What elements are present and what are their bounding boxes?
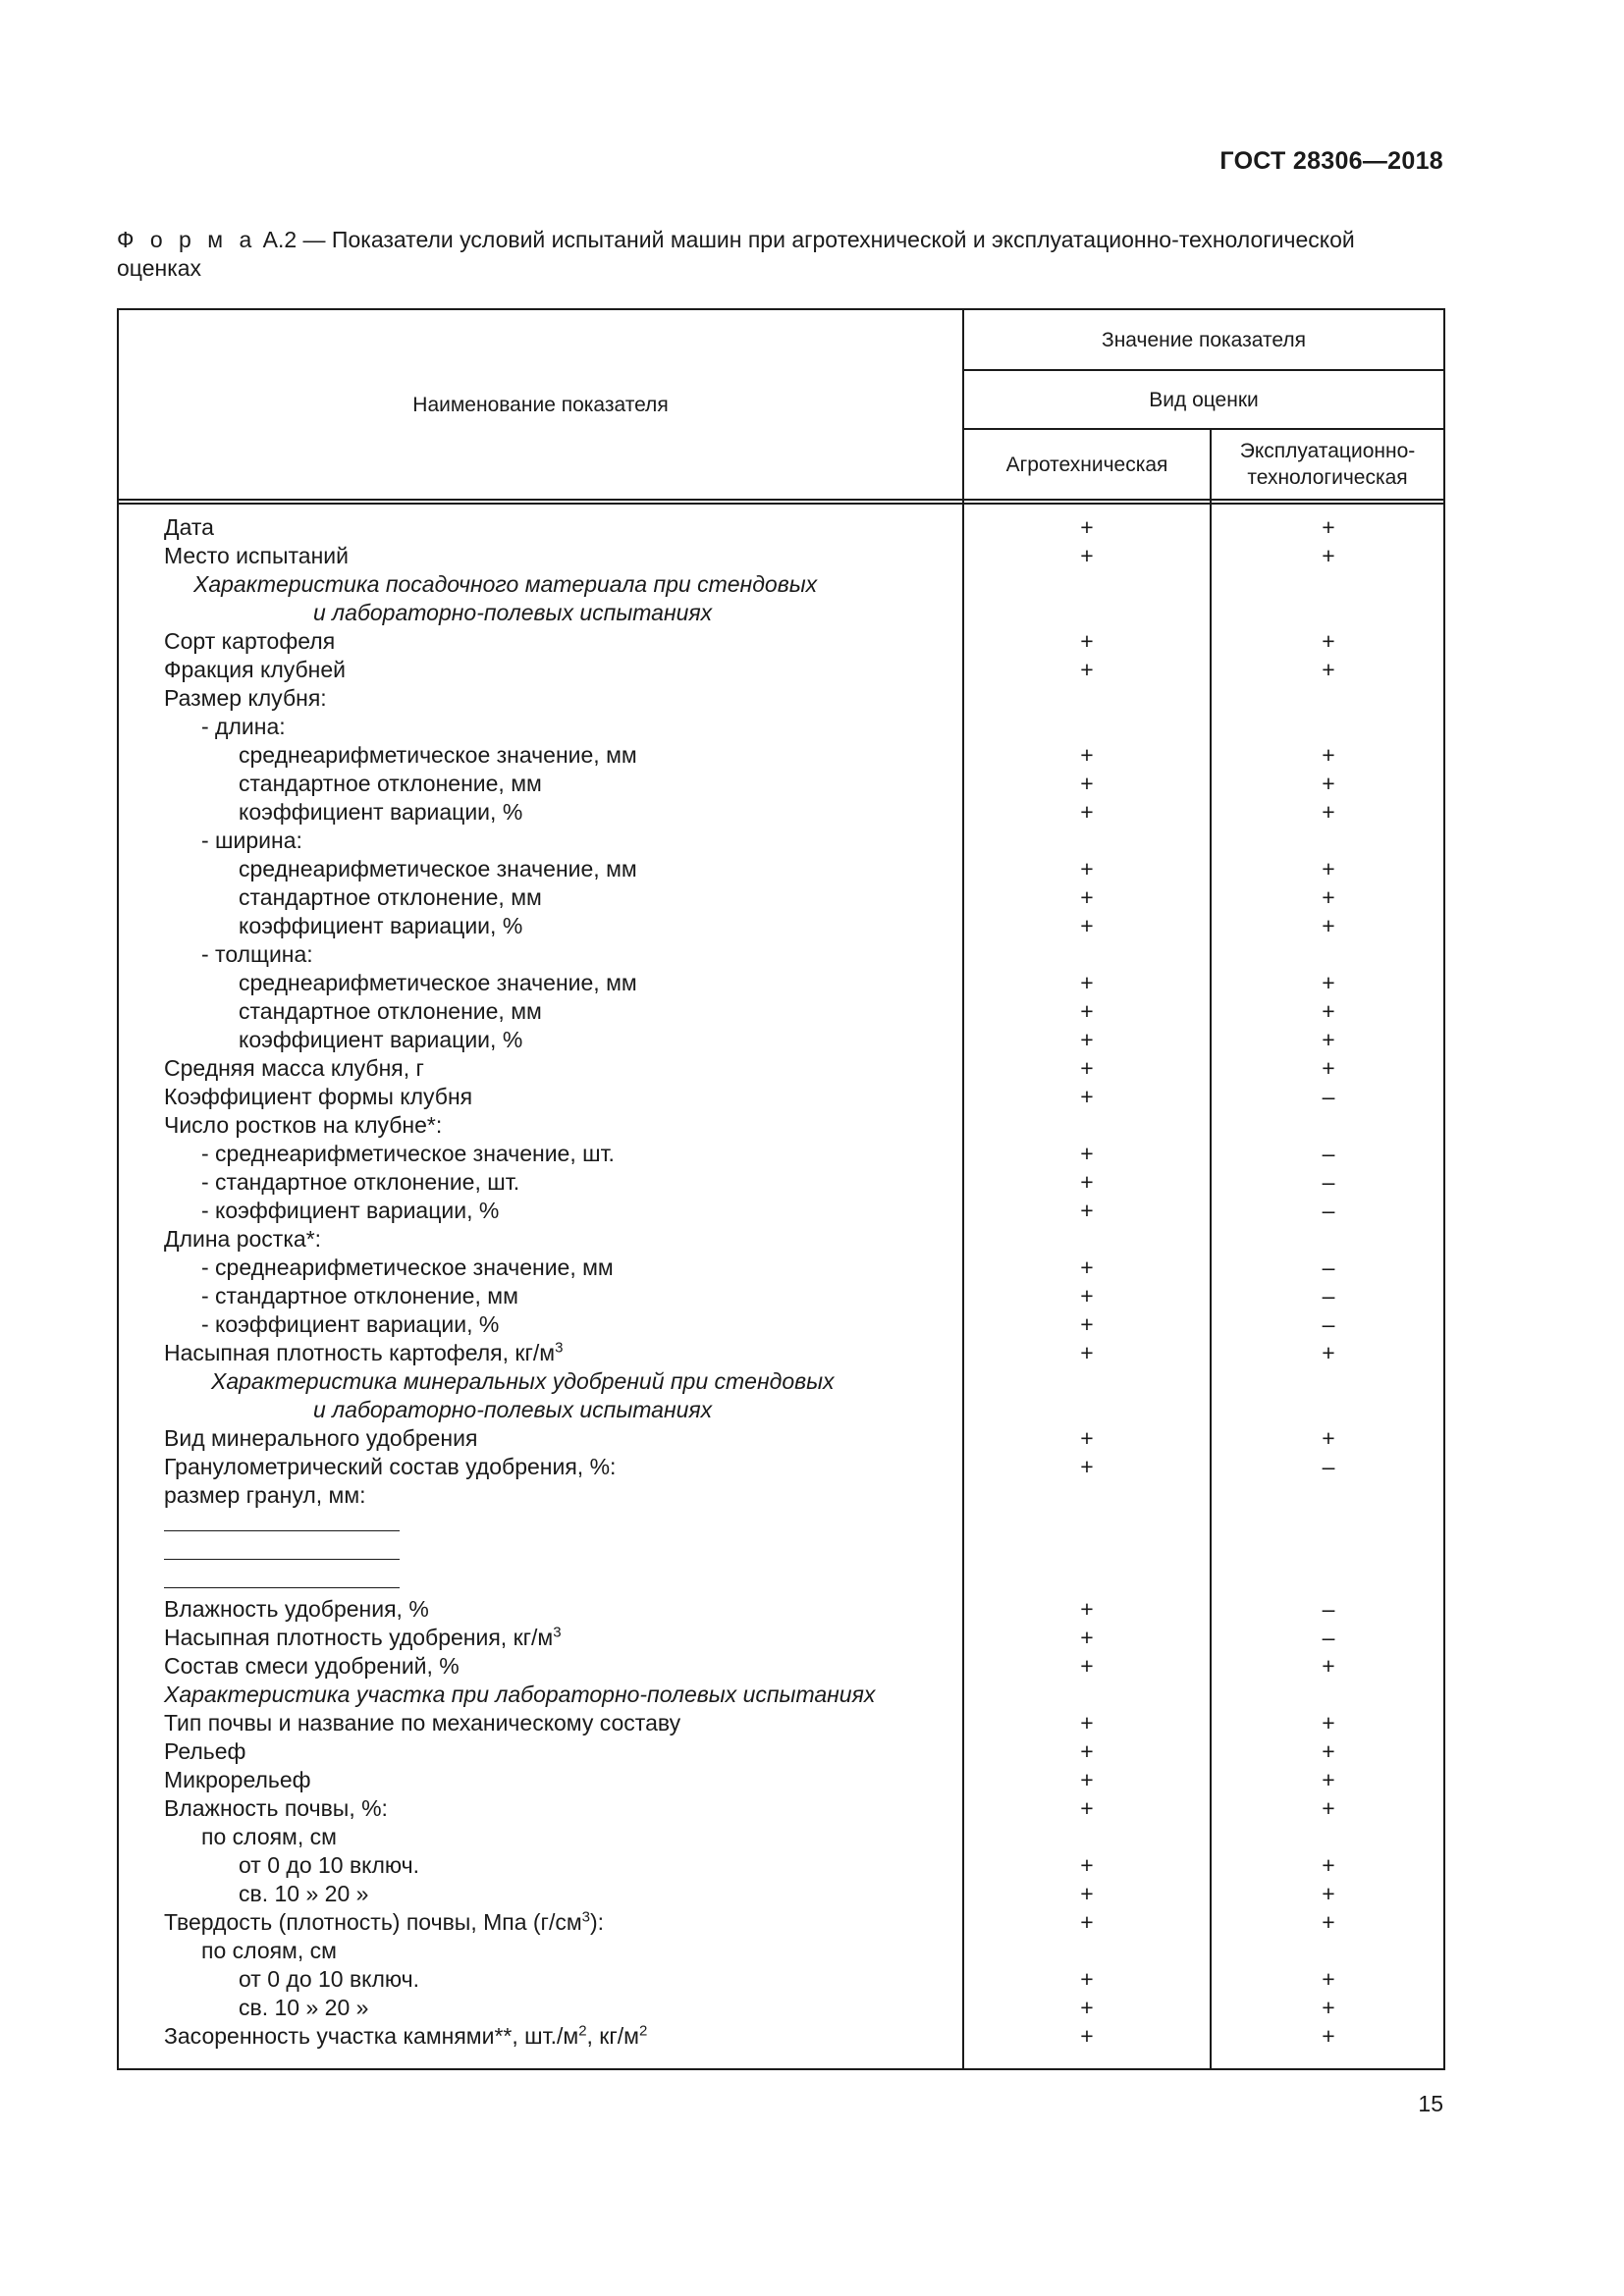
indicator-name [164, 1567, 400, 1595]
indicator-name: коэффициент вариации, % [239, 913, 523, 938]
header-double-rule [119, 499, 1443, 501]
indicator-name: и лабораторно-полевых испытаниях [313, 600, 713, 625]
agrotechnical-mark: + [1080, 1311, 1094, 1337]
agrotechnical-mark: + [1080, 1852, 1094, 1878]
indicator-name: Дата [164, 514, 214, 540]
indicator-name: стандартное отклонение, мм [239, 771, 542, 796]
indicator-name: св. 10 » 20 » [239, 1995, 369, 2020]
table-row [119, 1168, 1443, 1197]
table-row [119, 1453, 1443, 1481]
table-row [119, 1709, 1443, 1737]
operational-mark: + [1322, 884, 1335, 910]
table-row [119, 997, 1443, 1026]
table-row [119, 1225, 1443, 1254]
operational-mark: – [1322, 1198, 1335, 1223]
table-row [119, 1083, 1443, 1111]
operational-mark: + [1322, 1710, 1335, 1735]
indicator-name: - ширина: [201, 828, 302, 853]
operational-mark: + [1322, 856, 1335, 881]
operational-mark: + [1322, 514, 1335, 540]
indicator-name: - стандартное отклонение, шт. [201, 1169, 520, 1195]
operational-mark: – [1322, 1084, 1335, 1109]
indicator-name: по слоям, см [201, 1824, 337, 1849]
indicator-name: Микрорельеф [164, 1767, 311, 1792]
table-row [119, 1965, 1443, 1994]
operational-mark: + [1322, 1852, 1335, 1878]
agrotechnical-mark: + [1080, 1653, 1094, 1679]
agrotechnical-mark: + [1080, 1909, 1094, 1935]
operational-mark: + [1322, 970, 1335, 995]
table-row [119, 1510, 1443, 1538]
table-row [119, 1111, 1443, 1140]
indicator-name: Средняя масса клубня, г [164, 1055, 424, 1081]
table-row [119, 1054, 1443, 1083]
indicator-name: - коэффициент вариации, % [201, 1311, 500, 1337]
operational-mark: + [1322, 1966, 1335, 1992]
agrotechnical-mark: + [1080, 2023, 1094, 2049]
agrotechnical-mark: + [1080, 1881, 1094, 1906]
operational-mark: + [1322, 1425, 1335, 1451]
table-row [119, 1823, 1443, 1851]
header-operational-technological [1212, 430, 1443, 499]
agrotechnical-mark: + [1080, 1027, 1094, 1052]
agrotechnical-mark: + [1080, 1625, 1094, 1650]
table-body [119, 513, 1443, 2051]
indicator-name: стандартное отклонение, мм [239, 884, 542, 910]
table-row [119, 770, 1443, 798]
table-row [119, 1396, 1443, 1424]
indicator-name: Число ростков на клубне*: [164, 1112, 443, 1138]
operational-mark: – [1322, 1169, 1335, 1195]
operational-mark: + [1322, 1767, 1335, 1792]
table-row [119, 1880, 1443, 1908]
indicator-name: Длина ростка*: [164, 1226, 322, 1252]
table-row [119, 1681, 1443, 1709]
indicator-name: - среднеарифметическое значение, шт. [201, 1141, 615, 1166]
indicator-name: Характеристика посадочного материала при стендовых [193, 571, 818, 597]
indicator-name: Фракция клубней [164, 657, 347, 682]
agrotechnical-mark: + [1080, 913, 1094, 938]
agrotechnical-mark: + [1080, 1995, 1094, 2020]
agrotechnical-mark: + [1080, 1084, 1094, 1109]
agrotechnical-mark: + [1080, 543, 1094, 568]
agrotechnical-mark: + [1080, 771, 1094, 796]
agrotechnical-mark: + [1080, 1596, 1094, 1622]
operational-mark: + [1322, 913, 1335, 938]
indicator-name: св. 10 » 20 » [239, 1881, 369, 1906]
table-row [119, 570, 1443, 599]
header-evaluation-kind: Вид оценки [1149, 388, 1259, 411]
agrotechnical-mark: + [1080, 1255, 1094, 1280]
indicator-name: Насыпная плотность удобрения, $кг/м^3$ [164, 1624, 562, 1650]
table-row [119, 627, 1443, 656]
agrotechnical-mark: + [1080, 1141, 1094, 1166]
agrotechnical-mark: + [1080, 1198, 1094, 1223]
table-row [119, 827, 1443, 855]
table-row [119, 1766, 1443, 1794]
table-row [119, 1595, 1443, 1624]
operational-mark: + [1322, 1909, 1335, 1935]
table-row [119, 1794, 1443, 1823]
indicator-name: Коэффициент формы клубня [164, 1084, 473, 1109]
document-code: ГОСТ 28306—2018 [1219, 147, 1443, 175]
operational-mark: + [1322, 543, 1335, 568]
form-caption [117, 226, 1444, 283]
table-row [119, 542, 1443, 570]
agrotechnical-mark: + [1080, 1795, 1094, 1821]
agrotechnical-mark: + [1080, 1169, 1094, 1195]
header-double-rule [119, 503, 1443, 505]
operational-mark: + [1322, 799, 1335, 825]
indicator-name: - стандартное отклонение, мм [201, 1283, 518, 1308]
indicator-name: Сорт картофеля [164, 628, 336, 654]
indicators-table [117, 308, 1445, 2070]
indicator-name: Влажность почвы, %: [164, 1795, 388, 1821]
table-row [119, 1339, 1443, 1367]
table-row [119, 1937, 1443, 1965]
indicator-name [164, 1510, 400, 1538]
blank-fill-line [164, 1511, 400, 1531]
page-number: 15 [1418, 2091, 1443, 2116]
table-row [119, 1197, 1443, 1225]
indicator-name: Тип почвы и название по механическому составу [164, 1710, 681, 1735]
agrotechnical-mark: + [1080, 628, 1094, 654]
indicator-name: Насыпная плотность картофеля, $кг/м^3$ [164, 1339, 564, 1365]
table-row [119, 940, 1443, 969]
indicator-name: и лабораторно-полевых испытаниях [313, 1397, 713, 1422]
table-row [119, 1851, 1443, 1880]
operational-mark: + [1322, 1027, 1335, 1052]
indicator-name: Рельеф [164, 1738, 246, 1764]
operational-mark: + [1322, 742, 1335, 768]
operational-mark: + [1322, 1340, 1335, 1365]
agrotechnical-mark: + [1080, 884, 1094, 910]
table-row [119, 969, 1443, 997]
table-row [119, 1367, 1443, 1396]
indicator-name: - коэффициент вариации, % [201, 1198, 500, 1223]
agrotechnical-mark: + [1080, 1340, 1094, 1365]
indicator-name [164, 1538, 400, 1567]
operational-mark: – [1322, 1283, 1335, 1308]
operational-mark: + [1322, 628, 1335, 654]
agrotechnical-mark: + [1080, 657, 1094, 682]
operational-mark: + [1322, 1881, 1335, 1906]
indicator-name: от 0 до 10 включ. [239, 1852, 420, 1878]
table-row [119, 1908, 1443, 1937]
indicator-name: Состав смеси удобрений, % [164, 1653, 460, 1679]
agrotechnical-mark: + [1080, 1055, 1094, 1081]
operational-mark: – [1322, 1255, 1335, 1280]
indicator-name: среднеарифметическое значение, мм [239, 856, 637, 881]
agrotechnical-mark: + [1080, 998, 1094, 1024]
table-row [119, 855, 1443, 883]
table-row [119, 1140, 1443, 1168]
table-row [119, 1994, 1443, 2022]
operational-mark: + [1322, 998, 1335, 1024]
operational-mark: + [1322, 1738, 1335, 1764]
indicator-name: по слоям, см [201, 1938, 337, 1963]
operational-mark: + [1322, 1795, 1335, 1821]
agrotechnical-mark: + [1080, 970, 1094, 995]
table-row [119, 1310, 1443, 1339]
indicator-name: Размер клубня: [164, 685, 327, 711]
agrotechnical-mark: + [1080, 514, 1094, 540]
agrotechnical-mark: + [1080, 742, 1094, 768]
table-row [119, 1624, 1443, 1652]
table-row [119, 1737, 1443, 1766]
table-row [119, 684, 1443, 713]
operational-mark: + [1322, 2023, 1335, 2049]
indicator-name: - толщина: [201, 941, 313, 967]
indicator-name: коэффициент вариации, % [239, 799, 523, 825]
indicator-name: Характеристика участка при лабораторно-полевых испытаниях [164, 1682, 876, 1707]
blank-fill-line [164, 1568, 400, 1588]
header-indicator-name: Наименование показателя [412, 393, 669, 416]
indicator-name: Твердость (плотность) почвы, Мпа $(г/см^3)$: [164, 1908, 605, 1935]
table-row [119, 2022, 1443, 2051]
indicator-name: среднеарифметическое значение, мм [239, 970, 637, 995]
table-row [119, 599, 1443, 627]
table-row [119, 1481, 1443, 1510]
operational-mark: + [1322, 1653, 1335, 1679]
agrotechnical-mark: + [1080, 1710, 1094, 1735]
agrotechnical-mark: + [1080, 799, 1094, 825]
operational-mark: – [1322, 1625, 1335, 1650]
indicator-name: Влажность удобрения, % [164, 1596, 429, 1622]
operational-mark: – [1322, 1596, 1335, 1622]
agrotechnical-mark: + [1080, 1767, 1094, 1792]
indicator-name: - длина: [201, 714, 286, 739]
indicator-name: стандартное отклонение, мм [239, 998, 542, 1024]
table-row [119, 513, 1443, 542]
indicator-name: Место испытаний [164, 543, 349, 568]
operational-mark: + [1322, 771, 1335, 796]
indicator-name: размер гранул, мм: [164, 1482, 366, 1508]
table-row [119, 1282, 1443, 1310]
header-agrotechnical: Агротехническая [1005, 453, 1168, 476]
operational-mark: + [1322, 1055, 1335, 1081]
indicator-name: Гранулометрический состав удобрения, %: [164, 1454, 617, 1479]
indicator-name: Вид минерального удобрения [164, 1425, 478, 1451]
blank-fill-line [164, 1539, 400, 1560]
operational-mark: – [1322, 1311, 1335, 1337]
form-caption-prefix: Ф о р м а [117, 227, 257, 252]
indicator-name: - среднеарифметическое значение, мм [201, 1255, 614, 1280]
table-row [119, 883, 1443, 912]
table-row [119, 1026, 1443, 1054]
table-row [119, 741, 1443, 770]
table-row [119, 656, 1443, 684]
operational-mark: + [1322, 1995, 1335, 2020]
agrotechnical-mark: + [1080, 1966, 1094, 1992]
table-row [119, 1652, 1443, 1681]
agrotechnical-mark: + [1080, 1454, 1094, 1479]
agrotechnical-mark: + [1080, 856, 1094, 881]
table-row [119, 713, 1443, 741]
agrotechnical-mark: + [1080, 1425, 1094, 1451]
table-row [119, 912, 1443, 940]
indicator-name: коэффициент вариации, % [239, 1027, 523, 1052]
table-row [119, 1567, 1443, 1595]
operational-mark: – [1322, 1454, 1335, 1479]
table-row [119, 1424, 1443, 1453]
header-operational-technological-label: Эксплуатационно-технологическая [1239, 440, 1416, 489]
form-caption-text: А.2 — Показатели условий испытаний машин при агротехнической и эксплуатационно-технологической оценках [117, 227, 1355, 281]
indicator-name: Засоренность участка камнями**, $шт./м^2$, $кг/м^2$ [164, 2022, 648, 2049]
header-indicator-value: Значение показателя [1102, 328, 1306, 351]
operational-mark: + [1322, 657, 1335, 682]
table-row [119, 1538, 1443, 1567]
table-row [119, 1254, 1443, 1282]
indicator-name: среднеарифметическое значение, мм [239, 742, 637, 768]
agrotechnical-mark: + [1080, 1738, 1094, 1764]
agrotechnical-mark: + [1080, 1283, 1094, 1308]
table-row [119, 798, 1443, 827]
indicator-name: Характеристика минеральных удобрений при стендовых [211, 1368, 835, 1394]
indicator-name: от 0 до 10 включ. [239, 1966, 420, 1992]
operational-mark: – [1322, 1141, 1335, 1166]
